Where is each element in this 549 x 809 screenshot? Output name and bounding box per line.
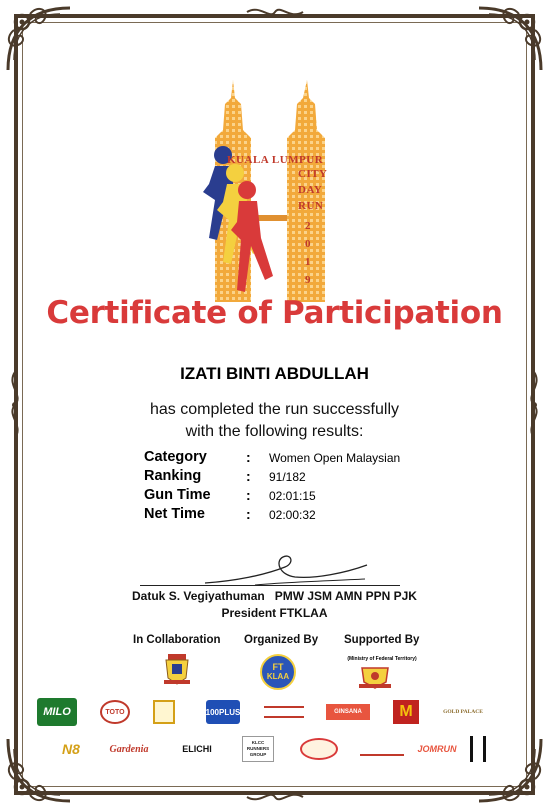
twin-towers-runners-icon	[195, 80, 345, 302]
result-value: 02:00:32	[269, 508, 316, 522]
sponsor-n8-logo: N8	[62, 741, 80, 757]
completion-statement	[0, 399, 549, 443]
ministry-crest-icon	[358, 664, 392, 690]
result-colon: :	[246, 468, 251, 484]
sponsor-jomrun-logo: JOMRUN	[417, 744, 457, 754]
result-label: Gun Time	[144, 487, 211, 503]
sponsor-red-logo	[264, 706, 304, 718]
sponsor-milo-logo: MILO	[37, 698, 77, 726]
result-value: Women Open Malaysian	[269, 451, 401, 465]
sponsor-elichi-logo: ELICHI	[182, 744, 212, 754]
certificate-title: Certificate of Participation	[46, 295, 503, 331]
ministry-note: (Ministry of Federal Territory)	[347, 656, 417, 662]
sponsor-toto-logo: TOTO	[100, 700, 130, 724]
event-logo	[195, 80, 345, 302]
results-table	[144, 449, 464, 525]
result-colon: :	[246, 487, 251, 503]
result-label: Ranking	[144, 468, 202, 484]
sponsor-ginsana-logo: GINSANA	[326, 704, 370, 720]
ftklaa-logo-text: KLAA	[266, 672, 290, 681]
sponsor-bars-logo	[470, 736, 486, 762]
logo-year-digit: 9	[305, 274, 311, 286]
sponsor-crest-logo	[153, 700, 175, 724]
collaboration-heading: In Collaboration	[133, 634, 221, 646]
sponsor-mcdonalds-logo: M	[393, 700, 419, 724]
completion-line-1: has completed the run successfully	[149, 401, 399, 418]
bottom-ornament-icon	[245, 787, 305, 807]
organized-by-heading: Organized By	[244, 634, 319, 646]
signatory-name: Datuk S. Vegiyathuman PMW JSM AMN PPN PJK	[132, 589, 417, 603]
sponsor-gardenia-logo: Gardenia	[109, 743, 149, 755]
ftklaa-logo	[260, 654, 296, 690]
result-row-ranking	[144, 468, 464, 487]
logo-day: DAY	[298, 184, 323, 196]
logo-city: CITY	[298, 168, 328, 180]
result-value: 91/182	[269, 470, 306, 484]
result-colon: :	[246, 506, 251, 522]
result-colon: :	[246, 449, 251, 465]
ftklaa-logo-text: FT	[272, 662, 284, 672]
sponsor-100plus-logo: 100PLUS	[206, 700, 240, 724]
signatory-block	[0, 588, 549, 622]
logo-line1: KUALA LUMPUR	[227, 154, 324, 166]
signatory-title: President FTKLAA	[221, 606, 328, 620]
dbkl-crest-icon	[162, 652, 192, 686]
result-row-net-time	[144, 506, 464, 525]
top-ornament-icon	[245, 2, 305, 22]
sponsor-round-logo	[300, 738, 338, 760]
signature-icon	[195, 545, 375, 590]
completion-line-2: with the following results:	[185, 423, 364, 440]
corner-ornament-icon	[469, 0, 549, 80]
signature-line	[140, 585, 400, 586]
corner-ornament-icon	[0, 0, 80, 80]
sponsor-klcc-runners-logo: KLCC RUNNERS GROUP	[242, 736, 274, 762]
logo-year-digit: 2	[305, 220, 311, 232]
participant-name: IZATI BINTI ABDULLAH	[180, 364, 369, 383]
result-label: Category	[144, 449, 207, 465]
result-label: Net Time	[144, 506, 205, 522]
supported-by-heading: Supported By	[344, 634, 420, 646]
result-row-category	[144, 449, 464, 468]
logo-run: RUN	[298, 200, 324, 212]
sponsor-small-logo	[360, 742, 404, 756]
logo-year-digit: 1	[305, 256, 311, 268]
result-row-gun-time	[144, 487, 464, 506]
logo-year-digit: 0	[305, 238, 311, 250]
result-value: 02:01:15	[269, 489, 316, 503]
sponsor-gold-palace-logo: GOLD PALACE	[443, 709, 483, 715]
